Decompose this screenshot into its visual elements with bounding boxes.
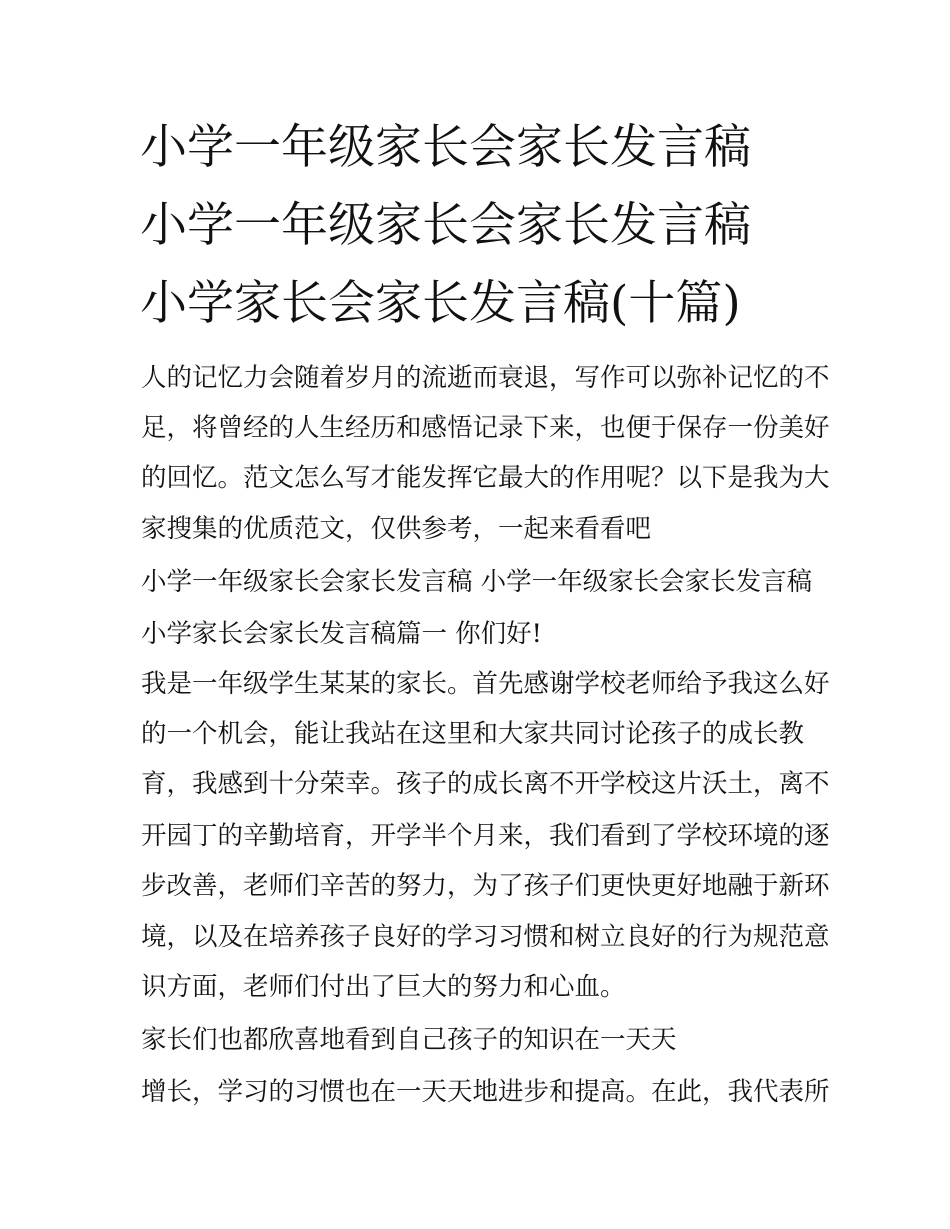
body-line: 步改善，老师们辛苦的努力，为了孩子们更快更好地融于新环 — [141, 871, 830, 901]
document-title-line-3: 小学家长会家长发言稿(十篇) — [140, 276, 741, 331]
body-line: 增长，学习的习惯也在一天天地进步和提高。在此，我代表所 — [141, 1077, 830, 1107]
body-line: 的回忆。范文怎么写才能发挥它最大的作用呢？以下是我为大 — [141, 463, 830, 493]
body-line: 家搜集的优质范文，仅供参考，一起来看看吧 — [141, 514, 652, 544]
body-line: 人的记忆力会随着岁月的流逝而衰退，写作可以弥补记忆的不 — [141, 363, 830, 393]
body-line: 育，我感到十分荣幸。孩子的成长离不开学校这片沃土，离不 — [141, 769, 830, 799]
body-line: 境，以及在培养孩子良好的学习习惯和树立良好的行为规范意 — [141, 922, 830, 952]
body-line: 小学一年级家长会家长发言稿 小学一年级家长会家长发言稿 — [141, 567, 813, 597]
body-line: 识方面，老师们付出了巨大的努力和心血。 — [141, 972, 626, 1002]
body-line: 开园丁的辛勤培育，开学半个月来，我们看到了学校环境的逐 — [141, 821, 830, 851]
body-line: 我是一年级学生某某的家长。首先感谢学校老师给予我这么好 — [141, 669, 830, 699]
document-title-line-1: 小学一年级家长会家长发言稿 — [140, 120, 751, 175]
body-line: 的一个机会，能让我站在这里和大家共同讨论孩子的成长教 — [141, 719, 805, 749]
body-line: 家长们也都欣喜地看到自己孩子的知识在一天天 — [141, 1025, 677, 1055]
body-line: 小学家长会家长发言稿篇一 你们好! — [141, 619, 542, 649]
document-title-line-2: 小学一年级家长会家长发言稿 — [140, 198, 751, 253]
body-line: 足，将曾经的人生经历和感悟记录下来，也便于保存一份美好 — [141, 413, 830, 443]
